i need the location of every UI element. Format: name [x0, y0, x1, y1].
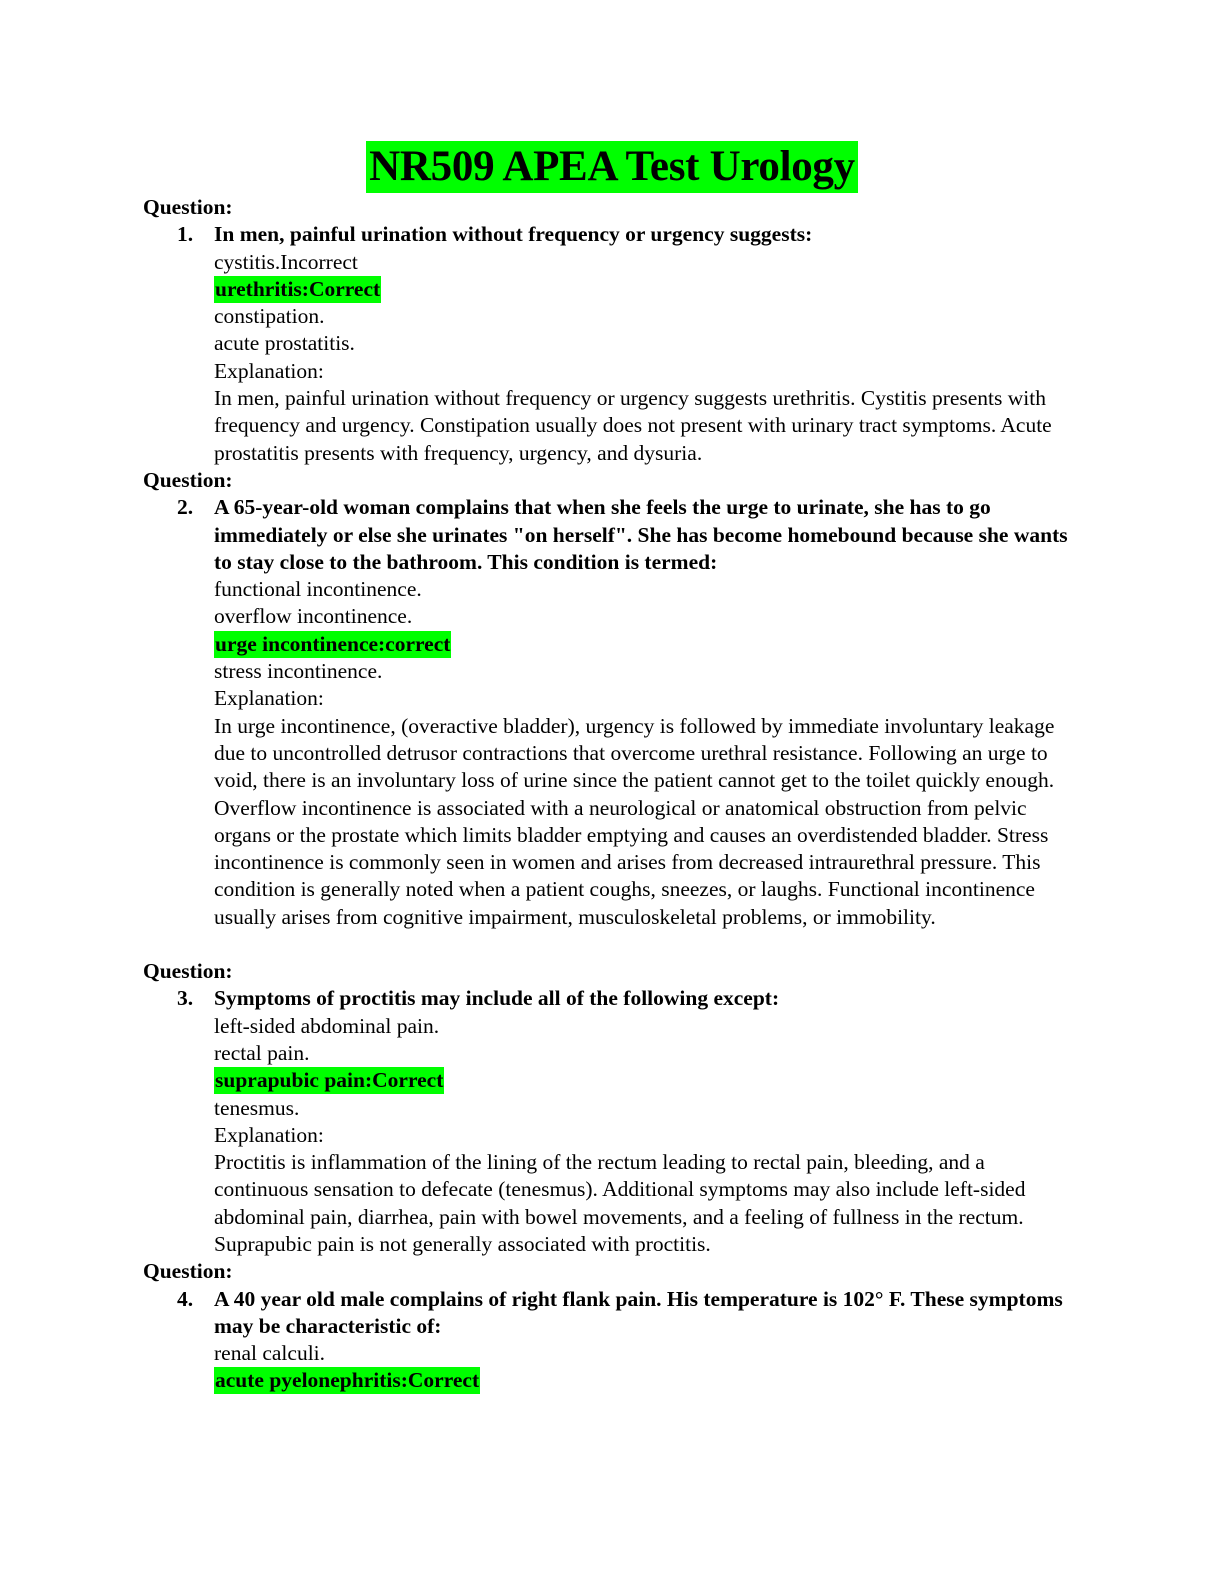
explanation-text: Proctitis is inflammation of the lining of the rectum leading to rectal pain, bleeding, and a continuous sensation to defecate (tenesmus). Additional symptoms may also include left-sided abdominal pain, diarrhea, pain with bowel movements, and a feeling of fullness in the rectum. Suprapubic pain is not generally associated with proctitis.	[214, 1150, 1026, 1256]
correct-answer-highlight: urethritis:Correct	[215, 276, 381, 301]
question-number: 4.	[177, 1286, 194, 1311]
answer-option-correct	[214, 276, 1083, 303]
correct-answer-highlight: suprapubic pain:Correct	[215, 1068, 444, 1093]
blank-line	[143, 931, 1083, 958]
explanation-label: Explanation:	[214, 1122, 324, 1147]
answer-option	[214, 658, 1083, 685]
explanation-text: In urge incontinence, (overactive bladder), urgency is followed by immediate involuntary leakage due to uncontrolled detrusor contractions that overcome urethral resistance. Following an urge to void, there is an involuntary loss of urine since the patient cannot get to the toilet quickly enough. Overflow incontinence is associated with a neurological or anatomical obstruction from pelvic organs or the prostate which limits bladder emptying and causes an overdistended bladder. Stress incontinence is commonly seen in women and arises from decreased intraurethral pressure. This condition is generally noted when a patient coughs, sneezes, or laughs. Functional incontinence usually arises from cognitive impairment, musculoskeletal problems, or immobility.	[214, 713, 1055, 929]
question-text: A 40 year old male complains of right flank pain. His temperature is 102° F. These symptoms may be characteristic of:	[214, 1286, 1063, 1338]
document-content	[143, 194, 1083, 1395]
answer-option	[214, 603, 1083, 630]
answer-option	[214, 330, 1083, 357]
answer-option-correct	[214, 1367, 1083, 1394]
question-body	[214, 985, 1083, 1258]
question-number: 2.	[177, 495, 194, 520]
question-4-section	[143, 1258, 1083, 1394]
question-body	[214, 221, 1083, 467]
answer-option-text: constipation.	[214, 304, 325, 329]
explanation-label: Explanation:	[214, 358, 324, 383]
correct-answer-highlight: acute pyelonephritis:Correct	[215, 1368, 480, 1393]
explanation-label: Explanation:	[214, 686, 324, 711]
answer-option-text: tenesmus.	[214, 1095, 300, 1120]
answer-option	[214, 1095, 1083, 1122]
title-container	[0, 141, 1224, 193]
question-3-section	[143, 958, 1083, 1258]
answer-option-text: rectal pain.	[214, 1040, 310, 1065]
question-item	[143, 1286, 1083, 1395]
answer-option	[214, 1013, 1083, 1040]
answer-option-text: acute prostatitis.	[214, 331, 355, 356]
answer-option-text: left-sided abdominal pain.	[214, 1013, 440, 1038]
answer-option	[214, 303, 1083, 330]
question-body	[214, 494, 1083, 931]
question-label: Question:	[143, 195, 233, 219]
question-text: In men, painful urination without frequency or urgency suggests:	[214, 222, 813, 247]
question-item	[143, 221, 1083, 467]
question-item	[143, 494, 1083, 931]
question-text: A 65-year-old woman complains that when she feels the urge to urinate, she has to go immediately or else she urinates "on herself". She has become homebound because she wants to stay close to the bathroom. This condition is termed:	[214, 495, 1068, 574]
answer-option	[214, 1040, 1083, 1067]
answer-option-text: renal calculi.	[214, 1341, 326, 1366]
answer-option-text: functional incontinence.	[214, 577, 422, 602]
answer-option	[214, 249, 1083, 276]
question-text: Symptoms of proctitis may include all of the following except:	[214, 986, 780, 1011]
question-label: Question:	[143, 467, 233, 492]
answer-option-text: overflow incontinence.	[214, 604, 413, 629]
answer-option	[214, 1340, 1083, 1367]
question-1-section	[143, 194, 1083, 467]
question-label: Question:	[143, 1259, 233, 1284]
answer-option-correct	[214, 631, 1083, 658]
correct-answer-highlight: urge incontinence:correct	[215, 631, 451, 656]
question-2-section	[143, 467, 1083, 958]
question-number: 1.	[177, 222, 194, 247]
question-body	[214, 1286, 1083, 1395]
explanation-text: In men, painful urination without frequency or urgency suggests urethritis. Cystitis presents with frequency and urgency. Constipation usually does not present with urinary tract symptoms. Acute prostatitis presents with frequency, urgency, and dysuria.	[214, 386, 1052, 465]
answer-option-text: stress incontinence.	[214, 659, 383, 684]
answer-option-correct	[214, 1067, 1083, 1094]
question-number: 3.	[177, 986, 194, 1011]
question-item	[143, 985, 1083, 1258]
document-title: NR509 APEA Test Urology	[366, 141, 858, 193]
answer-option	[214, 576, 1083, 603]
answer-option-text: cystitis.Incorrect	[214, 249, 358, 274]
question-label: Question:	[143, 959, 233, 984]
